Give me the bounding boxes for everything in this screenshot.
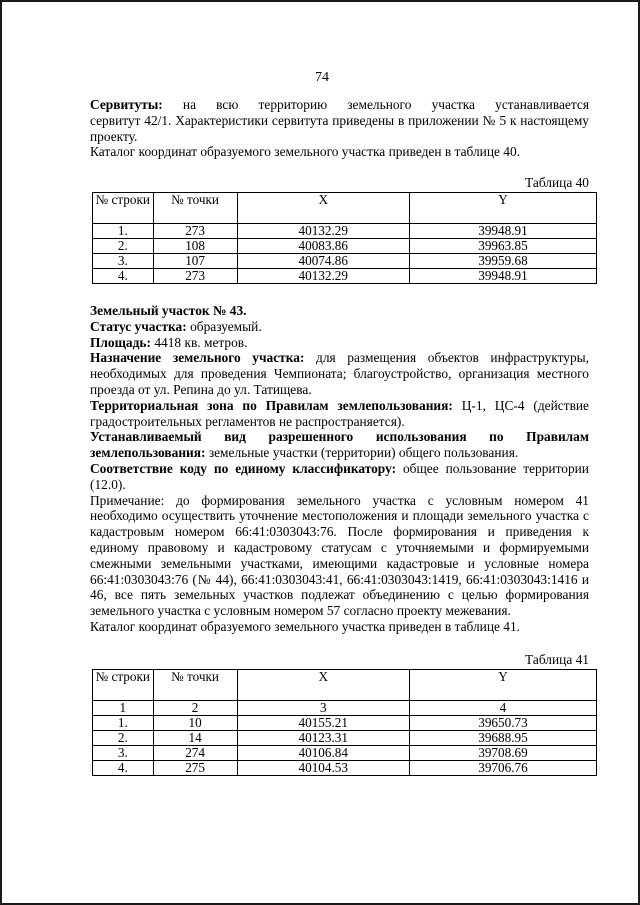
table-40 — [92, 192, 597, 284]
parcel-note: Примечание: до формирования земельного участка с условным номером 41 необходимо осуществить уточнение местоположения и площади земельного участка с кадастровым номером 66:41:0303043:76. После формирования и приведения к единому правовому и кадастровому статусам с уточняемыми и формируемыми смежными земельными участками, имеющими кадастровые и условные номера 66:41:0303043:76 (№ 44), 66:41:0303043:41, 66:41:0303043:1419, 66:41:0303043:1416 и 46, все пять земельных участков подлежат объединению с целью формирования земельного участка с условным номером 57 согласно проекту межевания. — [90, 492, 589, 619]
servitude-line1 — [90, 97, 589, 113]
purpose-label: Назначение земельного участка: — [90, 350, 305, 366]
cell-x: 40106.84 — [237, 745, 409, 760]
cell-row: 4. — [93, 760, 154, 775]
header-row-number: № строки — [93, 192, 154, 223]
table-numbering-row — [93, 700, 597, 715]
use-label-line1: Устанавливаемый вид разрешенного использования по Правилам — [90, 429, 589, 445]
header-y: Y — [409, 669, 596, 700]
cell-point: 108 — [153, 238, 237, 253]
status-label: Статус участка: — [90, 318, 187, 334]
cell-row: 3. — [93, 253, 154, 268]
status-value: образуемый. — [190, 318, 262, 334]
servitude-text: сервитут 42/1. Характеристики сервитута приведены в приложении № 5 к настоящему проекту. — [90, 112, 589, 144]
servitude-text-line1: на всю территорию земельного участка устанавливается — [182, 97, 589, 112]
table-40-caption: Таблица 40 — [525, 175, 589, 191]
cell-y: 39688.95 — [409, 730, 596, 745]
header-y: Y — [409, 192, 596, 223]
table-row — [93, 760, 597, 775]
cell-row: 3. — [93, 745, 154, 760]
cell-point: 14 — [153, 730, 237, 745]
cell-x: 40074.86 — [237, 253, 409, 268]
parcel-code — [90, 461, 589, 493]
header-point-number: № точки — [153, 669, 237, 700]
code-value: общее пользование территории (12.0). — [90, 460, 589, 492]
table-row — [93, 253, 597, 268]
cell-x: 40104.53 — [237, 760, 409, 775]
cell-point: 273 — [153, 223, 237, 238]
cell-point: 275 — [153, 760, 237, 775]
table-row — [93, 238, 597, 253]
area-label: Площадь: — [90, 334, 151, 350]
cell-x: 40132.29 — [237, 268, 409, 283]
cell-col-number: 4 — [409, 700, 596, 715]
use-value: земельные участки (территории) общего пользования. — [208, 445, 519, 461]
cell-point: 107 — [153, 253, 237, 268]
table-row — [93, 730, 597, 745]
use-label-line2: землепользования: — [90, 445, 206, 461]
cell-x: 40123.31 — [237, 730, 409, 745]
cell-x: 40083.86 — [237, 238, 409, 253]
header-point-number: № точки — [153, 192, 237, 223]
cell-y: 39708.69 — [409, 745, 596, 760]
parcel-status — [90, 319, 589, 335]
parcel-zone — [90, 398, 589, 430]
catalog-41-text: Каталог координат образуемого земельного участка приведен в таблице 41. — [90, 618, 521, 634]
parcel-area — [90, 335, 589, 351]
servitude-label: Сервитуты: — [90, 97, 163, 112]
page-content — [90, 97, 589, 776]
cell-row: 2. — [93, 238, 154, 253]
parcel-title — [90, 303, 589, 319]
table-row — [93, 715, 597, 730]
cell-row: 4. — [93, 268, 154, 283]
zone-value: Ц-1, ЦС-4 (действие градостроительных регламентов не распространяется). — [90, 397, 589, 429]
cell-x: 40132.29 — [237, 223, 409, 238]
table-header-row — [93, 192, 597, 223]
table-41-caption: Таблица 41 — [525, 651, 589, 667]
cell-y: 39963.85 — [409, 238, 596, 253]
cell-col-number: 3 — [237, 700, 409, 715]
header-x: X — [237, 192, 409, 223]
parcel-purpose — [90, 350, 589, 397]
zone-label: Территориальная зона по Правилам землепользования: — [90, 397, 453, 413]
cell-col-number: 1 — [93, 700, 154, 715]
parcel-title-text: Земельный участок № 43. — [90, 302, 247, 318]
cell-y: 39948.91 — [409, 223, 596, 238]
cell-point: 274 — [153, 745, 237, 760]
cell-y: 39650.73 — [409, 715, 596, 730]
parcel-use — [90, 445, 589, 461]
purpose-value: для размещения объектов инфраструктуры, необходимых для проведения Чемпионата; благоустройство, организация местного проезда от ул. Репина до ул. Татищева. — [90, 350, 589, 397]
cell-y: 39959.68 — [409, 253, 596, 268]
header-x: X — [237, 669, 409, 700]
code-label: Соответствие коду по единому классификатору: — [90, 460, 397, 476]
cell-row: 1. — [93, 223, 154, 238]
cell-point: 10 — [153, 715, 237, 730]
cell-y: 39948.91 — [409, 268, 596, 283]
table-header-row — [93, 669, 597, 700]
cell-row: 2. — [93, 730, 154, 745]
header-row-number: № строки — [93, 669, 154, 700]
cell-x: 40155.21 — [237, 715, 409, 730]
catalog-40-text: Каталог координат образуемого земельного участка приведен в таблице 40. — [90, 144, 521, 160]
page-number: 74 — [315, 70, 329, 85]
cell-col-number: 2 — [153, 700, 237, 715]
table-row — [93, 223, 597, 238]
cell-point: 273 — [153, 268, 237, 283]
table-row — [93, 745, 597, 760]
cell-row: 1. — [93, 715, 154, 730]
table-41 — [92, 669, 597, 776]
cell-y: 39706.76 — [409, 760, 596, 775]
area-value: 4418 кв. метров. — [154, 334, 248, 350]
table-row — [93, 268, 597, 283]
parcel-use-line1 — [90, 429, 589, 445]
